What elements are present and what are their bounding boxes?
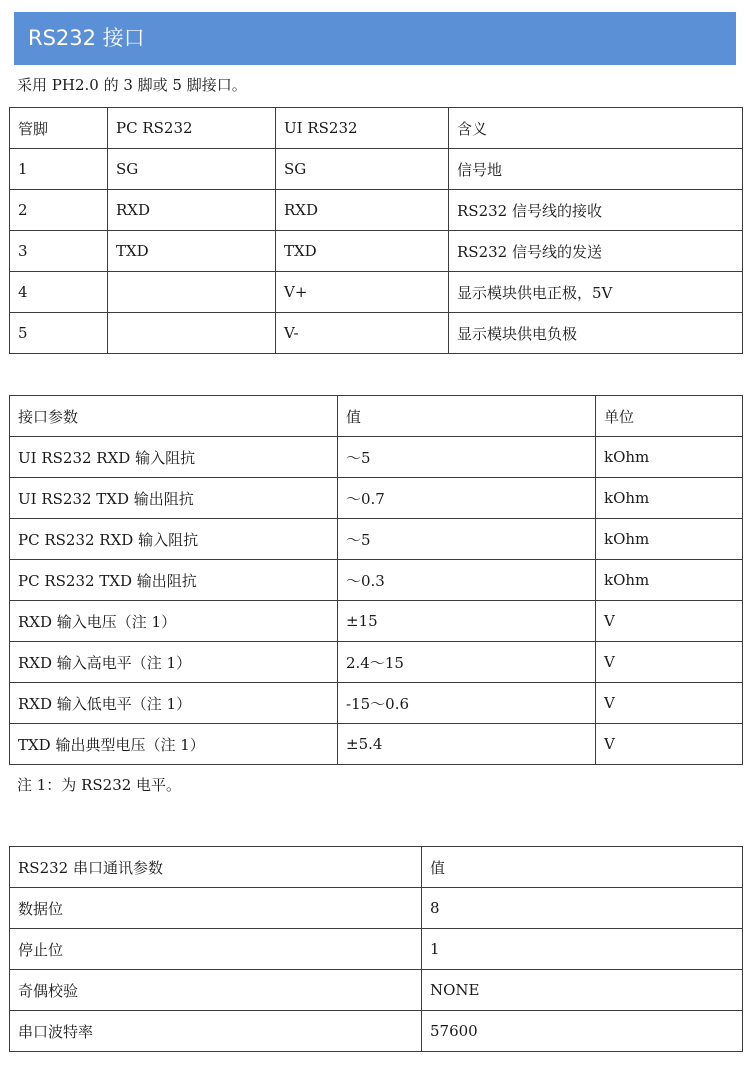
table-row (10, 683, 743, 724)
table-cell: RS232 信号线的发送 (449, 231, 743, 272)
table-cell: RXD 输入电压（注 1） (10, 601, 338, 642)
table-header-row (10, 108, 743, 149)
table-cell: 5 (10, 313, 108, 354)
table-row (10, 313, 743, 354)
table-row (10, 970, 743, 1011)
table-row (10, 190, 743, 231)
table-row (10, 478, 743, 519)
section-header (14, 12, 736, 65)
table-cell: 2.4～15 (338, 642, 596, 683)
table-row (10, 149, 743, 190)
table-cell: UI RS232 RXD 输入阻抗 (10, 437, 338, 478)
table-cell: ～5 (338, 519, 596, 560)
table-cell: 4 (10, 272, 108, 313)
section-title: RS232 接口 (28, 26, 145, 50)
table-cell: kOhm (596, 437, 743, 478)
table-header-row (10, 847, 743, 888)
comm-parameter-table (9, 846, 743, 1052)
table-cell: -15～0.6 (338, 683, 596, 724)
header-cell: RS232 串口通讯参数 (10, 847, 422, 888)
table-cell: 串口波特率 (10, 1011, 422, 1052)
table-cell: 2 (10, 190, 108, 231)
table-cell (108, 313, 276, 354)
table-cell: RXD 输入高电平（注 1） (10, 642, 338, 683)
table-row (10, 437, 743, 478)
table-row (10, 929, 743, 970)
table-cell: V (596, 642, 743, 683)
table-cell: ±15 (338, 601, 596, 642)
footnote: 注 1：为 RS232 电平。 (17, 776, 182, 794)
table-cell: 显示模块供电负极 (449, 313, 743, 354)
table-cell: V (596, 601, 743, 642)
table-cell: NONE (422, 970, 743, 1011)
table-cell: ～0.3 (338, 560, 596, 601)
table-row (10, 231, 743, 272)
table-cell: PC RS232 RXD 输入阻抗 (10, 519, 338, 560)
table-cell: kOhm (596, 478, 743, 519)
header-cell: 接口参数 (10, 396, 338, 437)
table-row (10, 888, 743, 929)
table-cell: SG (276, 149, 449, 190)
table-cell: UI RS232 TXD 输出阻抗 (10, 478, 338, 519)
table-row (10, 724, 743, 765)
table-cell: 1 (10, 149, 108, 190)
table-cell: RS232 信号线的接收 (449, 190, 743, 231)
table-cell: TXD 输出典型电压（注 1） (10, 724, 338, 765)
header-cell: 含义 (449, 108, 743, 149)
table-cell: TXD (276, 231, 449, 272)
table-cell: 57600 (422, 1011, 743, 1052)
intro-text: 采用 PH2.0 的 3 脚或 5 脚接口。 (17, 76, 247, 94)
table-header-row (10, 396, 743, 437)
table-cell: 数据位 (10, 888, 422, 929)
table-cell: 显示模块供电正极，5V (449, 272, 743, 313)
header-cell: 值 (422, 847, 743, 888)
table-cell: RXD 输入低电平（注 1） (10, 683, 338, 724)
header-cell: 管脚 (10, 108, 108, 149)
table-row (10, 1011, 743, 1052)
table-cell: TXD (108, 231, 276, 272)
table-cell: V (596, 724, 743, 765)
table-cell: 信号地 (449, 149, 743, 190)
table-cell: V (596, 683, 743, 724)
table-cell: kOhm (596, 519, 743, 560)
table-cell: kOhm (596, 560, 743, 601)
table-row (10, 272, 743, 313)
header-cell: PC RS232 (108, 108, 276, 149)
table-cell: V- (276, 313, 449, 354)
table-cell: RXD (276, 190, 449, 231)
table-cell: SG (108, 149, 276, 190)
pin-table (9, 107, 743, 354)
table-cell: 3 (10, 231, 108, 272)
table-cell: V+ (276, 272, 449, 313)
table-row (10, 560, 743, 601)
header-cell: 单位 (596, 396, 743, 437)
table-cell: 奇偶校验 (10, 970, 422, 1011)
table-row (10, 519, 743, 560)
table-cell: ～0.7 (338, 478, 596, 519)
header-cell: 值 (338, 396, 596, 437)
table-cell: ～5 (338, 437, 596, 478)
table-row (10, 642, 743, 683)
table-cell (108, 272, 276, 313)
table-row (10, 601, 743, 642)
table-cell: PC RS232 TXD 输出阻抗 (10, 560, 338, 601)
table-cell: RXD (108, 190, 276, 231)
table-cell: 1 (422, 929, 743, 970)
table-cell: 8 (422, 888, 743, 929)
table-cell: 停止位 (10, 929, 422, 970)
table-cell: ±5.4 (338, 724, 596, 765)
header-cell: UI RS232 (276, 108, 449, 149)
parameter-table (9, 395, 743, 765)
